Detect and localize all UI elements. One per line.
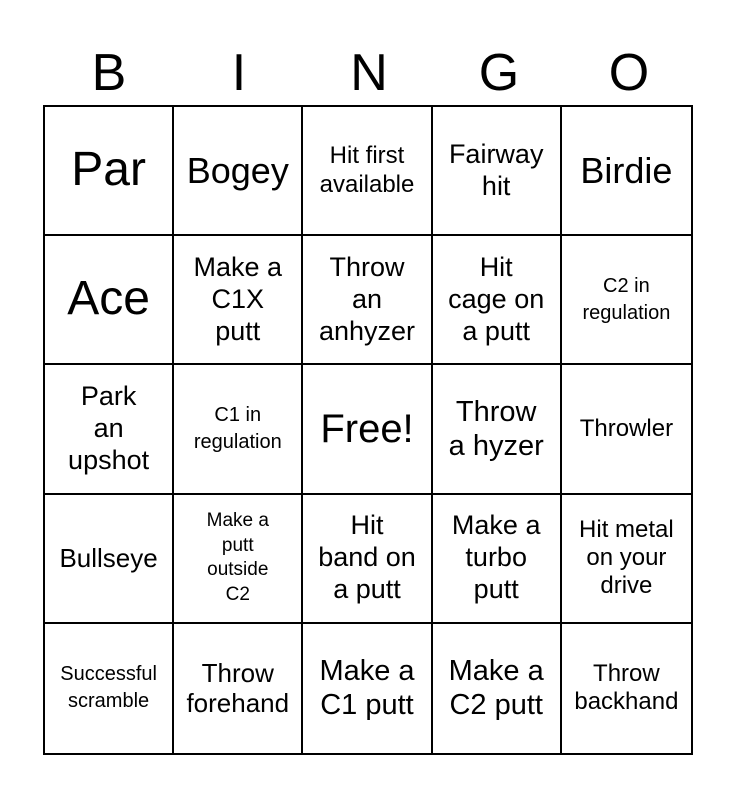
bingo-cell-r2c3: Throw an anhyzer [303, 236, 432, 365]
bingo-cell-r1c5: Birdie [562, 107, 691, 236]
header-letter-n: N [350, 44, 388, 102]
bingo-cell-r3c2: C1 in regulation [174, 365, 303, 494]
bingo-cell-r1c4: Fairway hit [433, 107, 562, 236]
bingo-cell-r3c5: Throwler [562, 365, 691, 494]
header-letter-b: B [91, 44, 127, 102]
bingo-cell-r5c5: Throw backhand [574, 660, 679, 716]
bingo-cell-r1c3: Hit first available [303, 107, 432, 236]
bingo-cell-r4c3: Hit band on a putt [303, 495, 432, 624]
bingo-cell-r3c4: Throw a hyzer [433, 365, 562, 494]
bingo-cell-r1c2: Bogey [174, 107, 303, 236]
bingo-grid [43, 105, 693, 755]
bingo-cell-r5c2: Throw forehand [174, 624, 303, 753]
bingo-cell-r4c1: Bullseye [45, 495, 174, 624]
bingo-cell-r5c1: Successful scramble [45, 624, 174, 753]
bingo-cell-r5c4: Make a C2 putt [433, 624, 562, 753]
bingo-cell-r2c1: Ace [45, 236, 174, 365]
bingo-cell-r1c1: Par [45, 107, 174, 236]
bingo-cell-r4c5: Hit metal on your drive [562, 495, 691, 624]
bingo-cell-r3c1: Park an upshot [45, 365, 174, 494]
bingo-cell-r2c4: Hit cage on a putt [433, 236, 562, 365]
header-letter-i: I [231, 44, 247, 102]
bingo-header [44, 42, 694, 104]
header-letter-o: O [608, 44, 650, 102]
bingo-cell-r2c5: C2 in regulation [562, 236, 691, 365]
bingo-cell-r4c2: Make a putt outside C2 [174, 495, 303, 624]
bingo-cell-r5c3: Make a C1 putt [303, 624, 432, 753]
bingo-cell-free: Free! [303, 365, 432, 494]
bingo-cell-r2c2: Make a C1X putt [174, 236, 303, 365]
header-letter-g: G [478, 44, 520, 102]
bingo-cell-r4c4: Make a turbo putt [433, 495, 562, 624]
